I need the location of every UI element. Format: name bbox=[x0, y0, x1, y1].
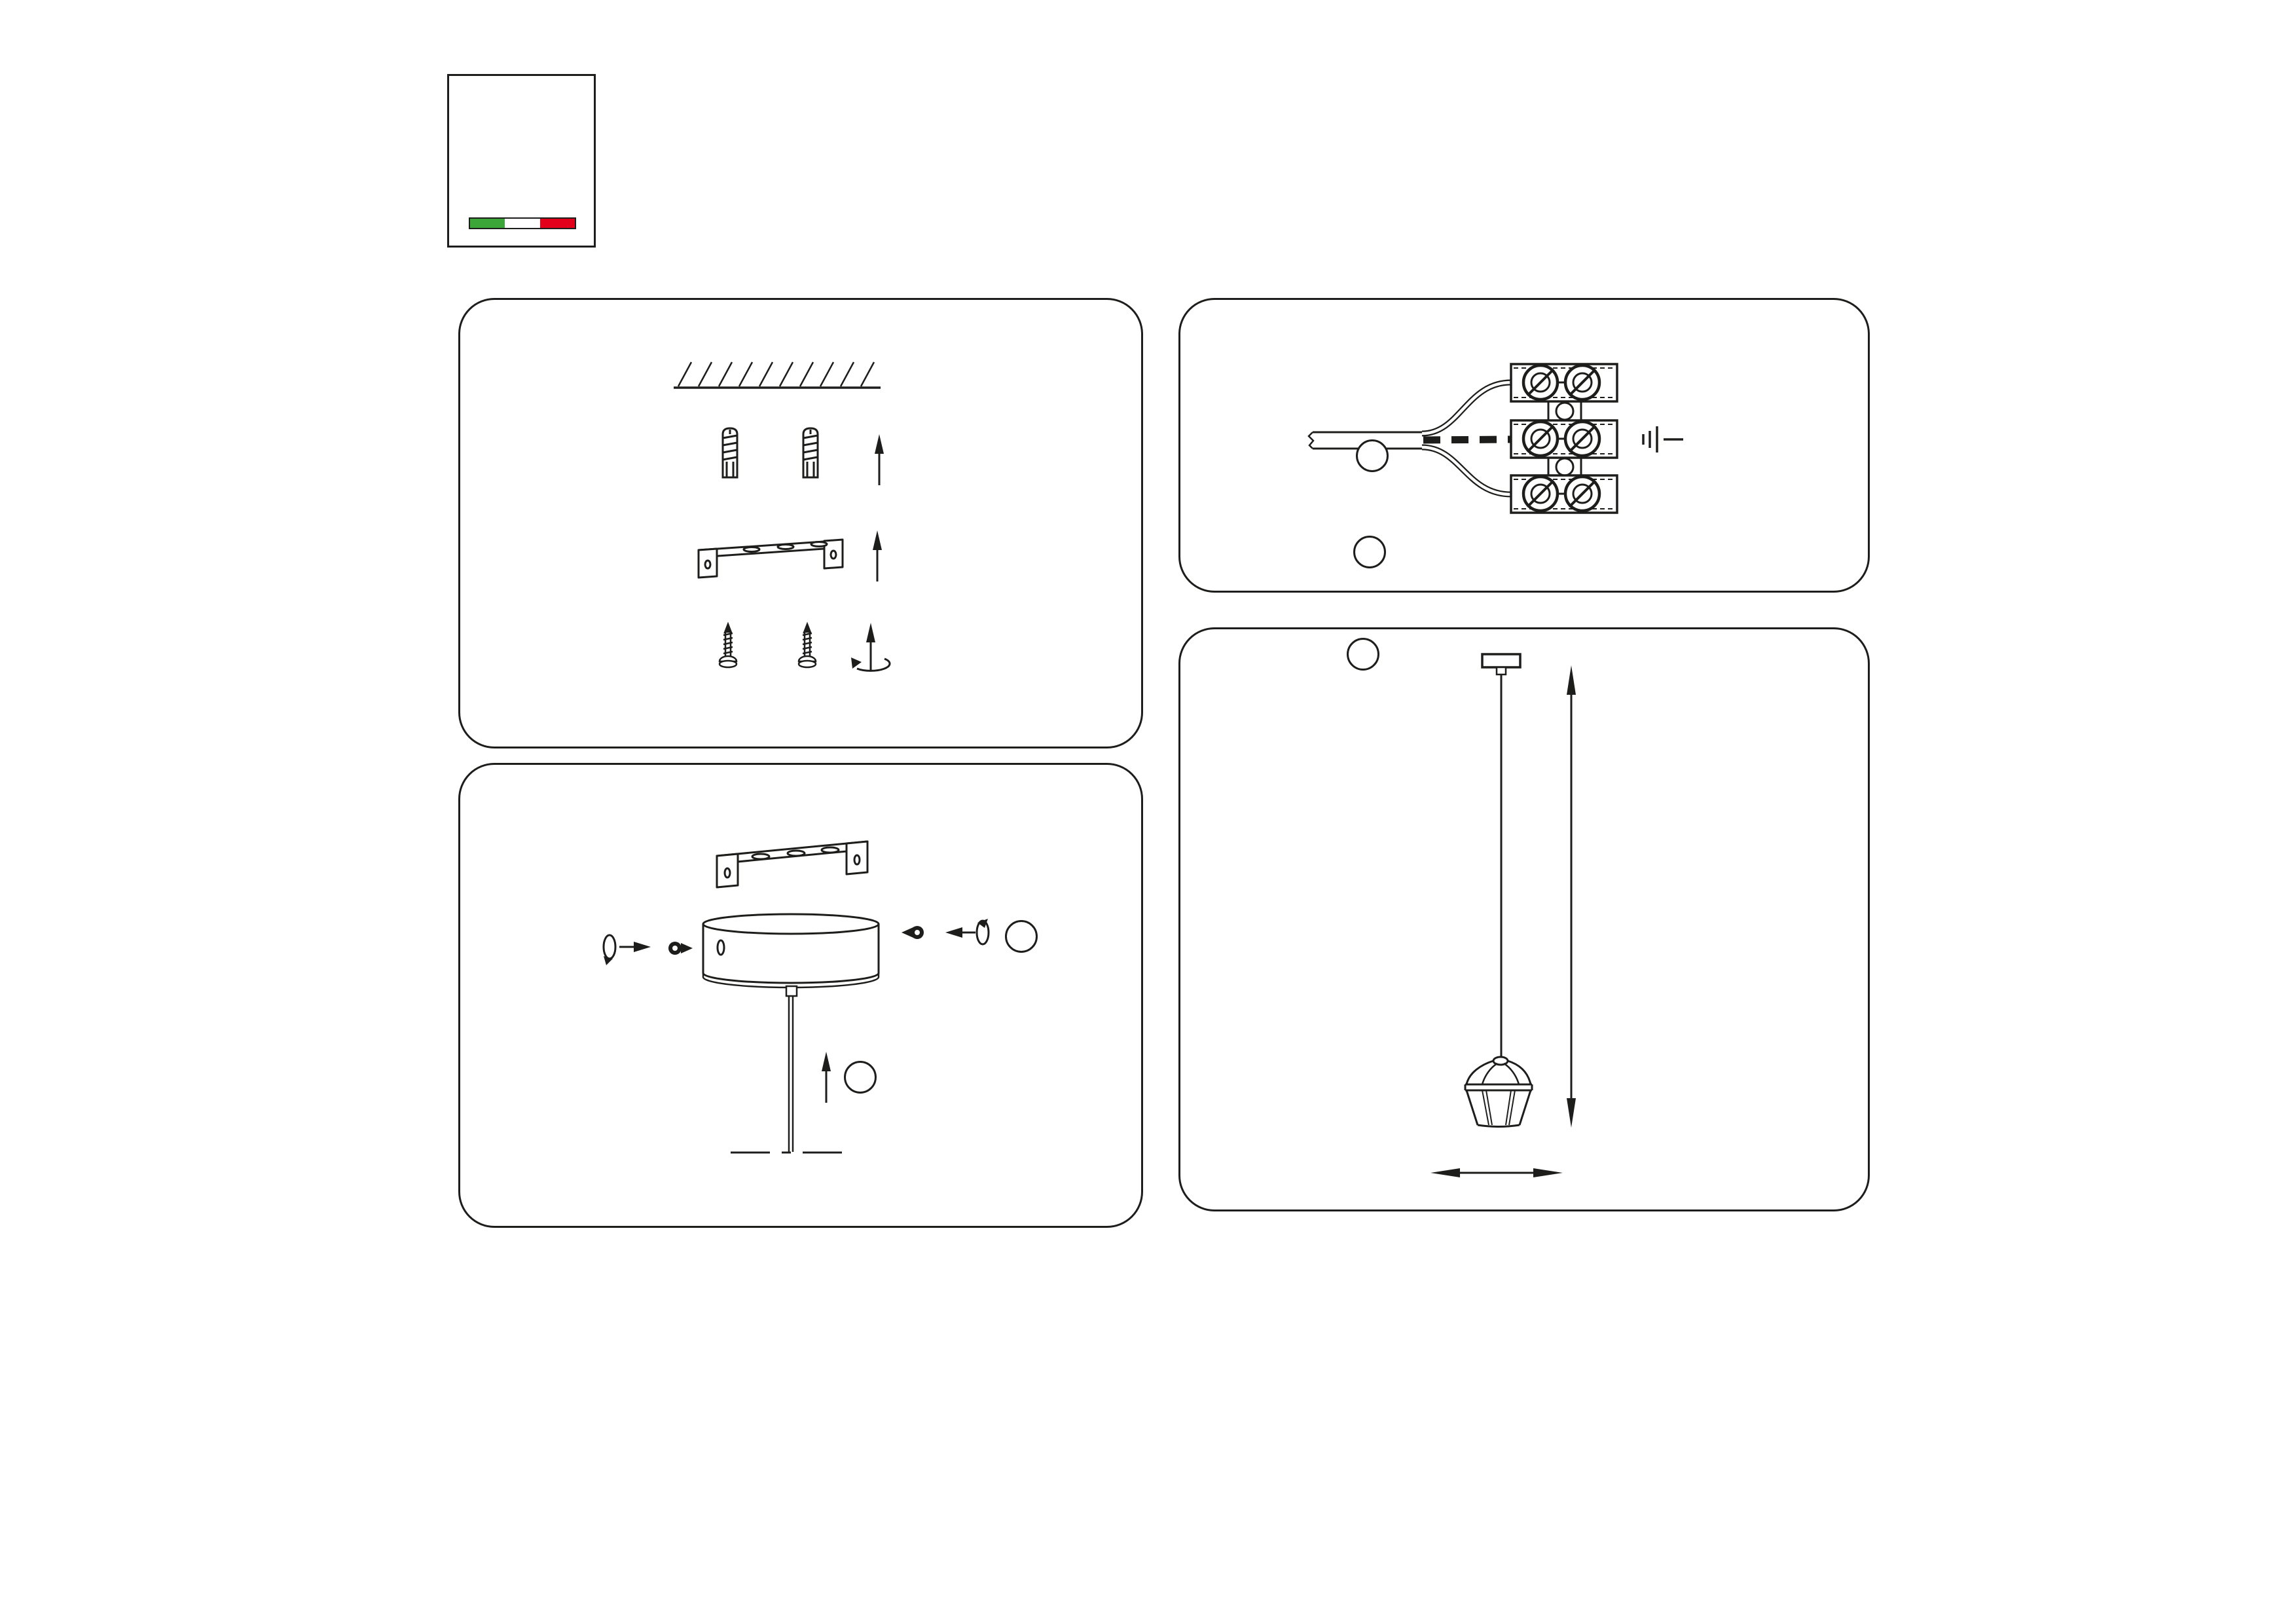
step2-wiring-diagram bbox=[1178, 298, 1870, 593]
terminal-block-icon bbox=[1511, 364, 1617, 513]
italy-flag-icon bbox=[469, 217, 576, 229]
page-title bbox=[655, 105, 1434, 162]
screw-icon bbox=[720, 624, 737, 667]
diameter-dimension-arrow bbox=[1430, 1168, 1563, 1177]
side-screw-left-icon bbox=[604, 935, 693, 965]
step-badge bbox=[1005, 920, 1038, 953]
step4-pendant-dimensions-diagram bbox=[1178, 627, 1870, 1211]
flag-green-stripe bbox=[470, 219, 505, 228]
up-arrow-icon bbox=[822, 1052, 831, 1103]
article-label bbox=[1467, 170, 1886, 216]
step-badge bbox=[844, 1061, 877, 1094]
website-url bbox=[822, 1500, 1476, 1548]
lightstar-logo bbox=[447, 74, 596, 248]
step-badge bbox=[1356, 439, 1389, 472]
step-badge bbox=[1347, 638, 1379, 671]
logo-word-light bbox=[449, 100, 594, 147]
up-arrow-icon bbox=[875, 434, 884, 485]
cord-grip-icon bbox=[786, 986, 797, 996]
screw-in-arrow-icon bbox=[851, 623, 890, 671]
pendant-lamp-icon bbox=[1465, 654, 1532, 1127]
earth-ground-icon bbox=[1643, 426, 1683, 452]
side-screw-right-icon bbox=[902, 919, 989, 944]
mounting-bracket-icon bbox=[699, 540, 843, 578]
height-dimension-arrow bbox=[1567, 665, 1576, 1128]
flag-red-stripe bbox=[540, 219, 575, 228]
screw-icon bbox=[799, 624, 816, 667]
product-header bbox=[1467, 110, 1886, 216]
wire-icon bbox=[1422, 382, 1511, 494]
wall-anchor-icon bbox=[723, 428, 737, 477]
step1-mounting-parts-diagram bbox=[458, 298, 1143, 748]
step-badge bbox=[1353, 536, 1386, 568]
series-label bbox=[1467, 110, 1886, 151]
step3-canopy-assembly-diagram bbox=[458, 763, 1143, 1228]
wall-anchor-icon bbox=[803, 428, 818, 477]
ceiling-hatch-icon bbox=[678, 362, 874, 386]
mounting-bracket-icon bbox=[717, 841, 867, 887]
logo-word-star bbox=[449, 141, 594, 200]
ground-wire-icon bbox=[1423, 439, 1511, 440]
canopy-icon bbox=[703, 914, 879, 1153]
up-arrow-icon bbox=[873, 530, 882, 581]
flag-white-stripe bbox=[505, 219, 539, 228]
